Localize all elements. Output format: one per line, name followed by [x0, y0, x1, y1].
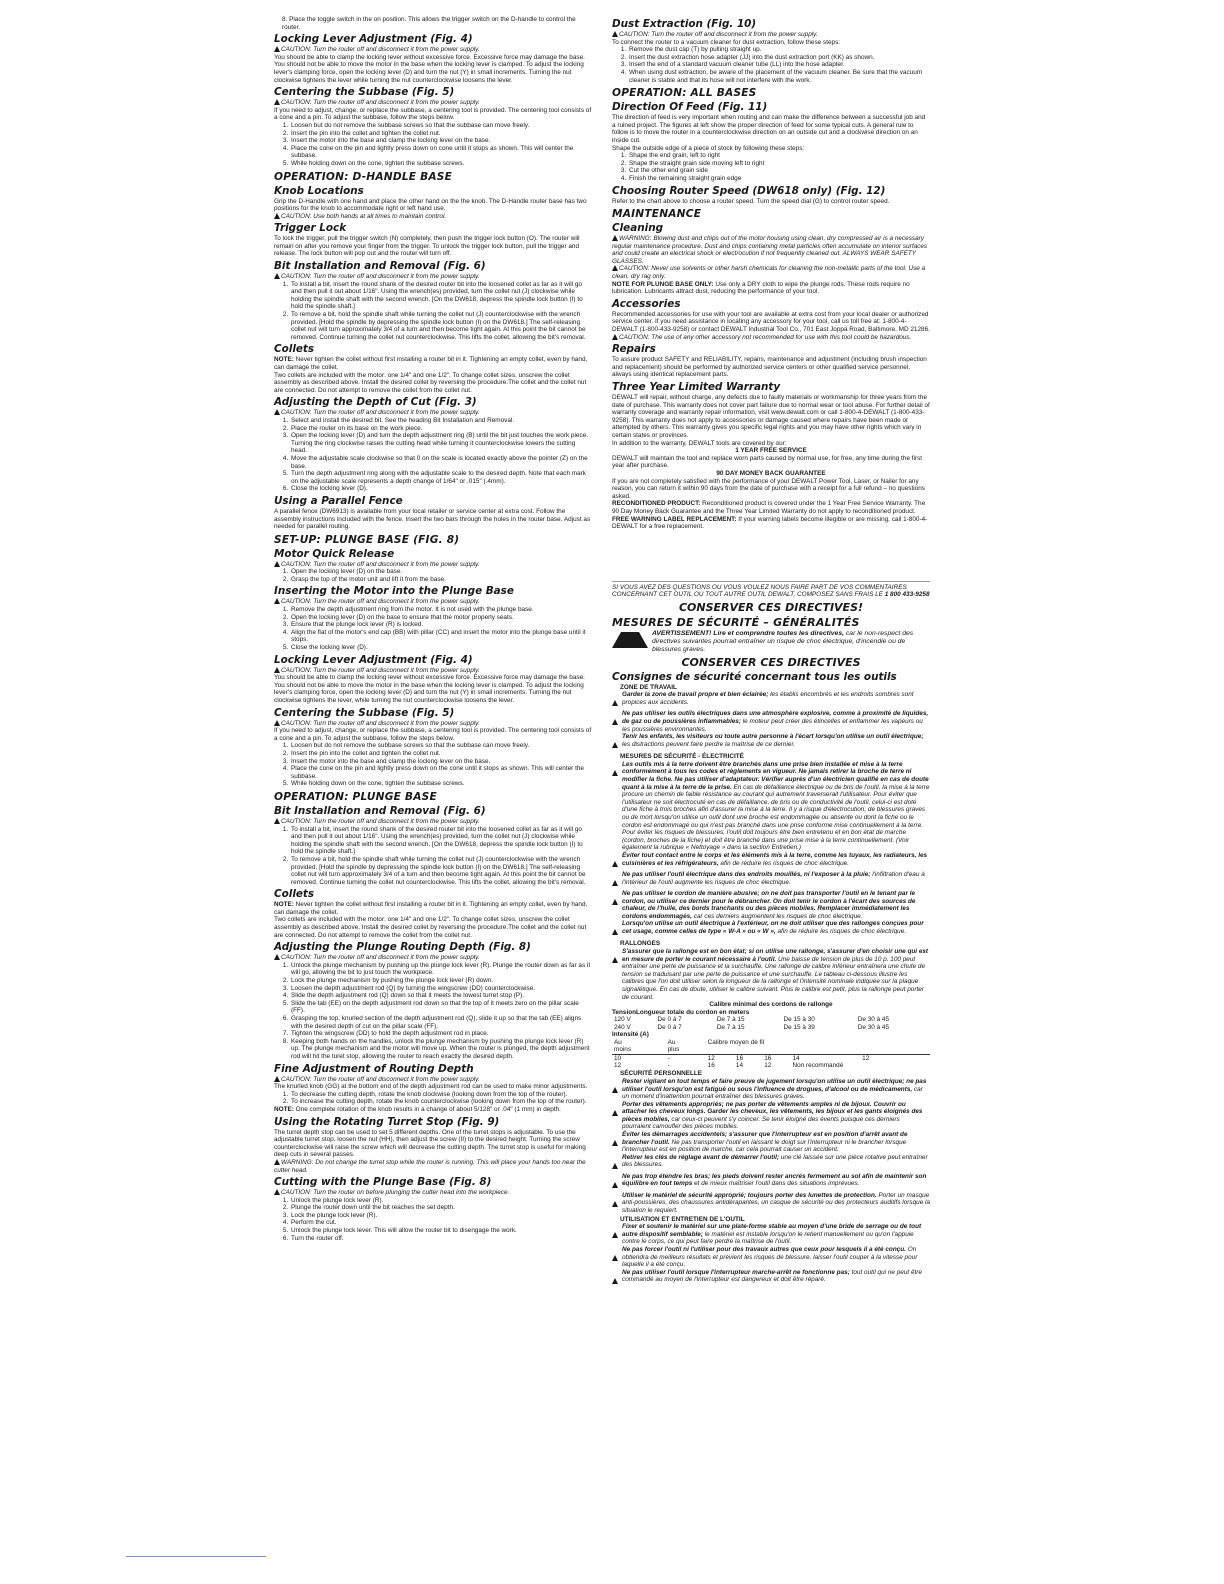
- warning-icon: [612, 929, 618, 935]
- warning-icon: [612, 719, 618, 725]
- section-french: [612, 584, 930, 1288]
- heading: Repairs: [612, 343, 656, 356]
- list-item: 2. To increase the cutting depth, rotate the knob counterclockwise (looking down from the top of the router).: [290, 1098, 592, 1106]
- subheading-rallonges: RALLONGES: [620, 940, 661, 948]
- section-centering-subbase-2: [274, 707, 592, 788]
- paragraph: You should not be able to move the motor in the base when the locking lever is clamped. To adjust the locking lever's clamping force, open the locking lever (D) and turn the nut (Y) in small increments. Turning the nut clockwise tightens the lever, while turning the nut counterclockwise loosens the lever.: [274, 681, 584, 704]
- warning-icon: [612, 1110, 618, 1116]
- subheading-zone: ZONE DE TRAVAIL: [620, 683, 677, 691]
- heading-operation-d-handle: OPERATION: D-HANDLE BASE: [274, 170, 453, 183]
- paragraph: Refer to the chart above to choose a router speed. Turn the speed dial (G) to control router speed.: [612, 197, 890, 205]
- paragraph: Shape the outside edge of a piece of stock by following these steps:: [612, 144, 805, 152]
- caution-text: CAUTION: Turn the router off and disconnect it from the power supply.: [281, 954, 480, 962]
- heading: Cleaning: [612, 222, 664, 235]
- list-item: Ne pas utiliser l'outil électrique dans des endroits mouillés, ni l'exposer à la pluie; l'infiltration d'eau à l'intérieur de l'outil augmente les risques de choc électrique.: [612, 871, 930, 890]
- heading: Centering the Subbase (Fig. 5): [274, 706, 455, 719]
- steps-list: [274, 962, 592, 1061]
- section-locking-lever-2: [274, 654, 592, 705]
- warning-icon: [612, 334, 618, 340]
- heading: Cutting with the Plunge Base (Fig. 8): [274, 1176, 492, 1189]
- warning-icon: [612, 1163, 618, 1169]
- list-item: 3. Loosen the depth adjustment rod (Q) by turning the wingscrew (DD) counterclockwise.: [290, 985, 592, 993]
- table-row: 120 V De 0 à 7 De 7 à 15 De 15 à 30 De 30 à 45: [614, 1016, 890, 1024]
- note-label: NOTE:: [274, 1105, 294, 1113]
- section-router-speed: [612, 185, 930, 206]
- caution-text: CAUTION: Turn the router on before plunging the cutter head into the workpiece.: [281, 1189, 510, 1197]
- warning-icon: [274, 1159, 280, 1165]
- list-item: 6. Grasping the top, knurled section of the depth adjustment rod (Q), slide it up so that the tab (EE) aligns with the desired depth of cut on the pillar scale (FF).: [290, 1015, 592, 1030]
- list-item: Ne pas forcer l'outil ni l'utiliser pour des travaux autres que ceux pour lesquels il a été conçu. On obtiendra de meilleurs résultats et prévient les risques de blessure, laisser l'outil couper à la vitesse pour laquelle il a été conçu.: [612, 1246, 930, 1269]
- note-text: Never tighten the collet without first installing a router bit in it. Tightening an empty collet, even by hand, can damage the collet.: [274, 901, 588, 916]
- list-item: 3. Insert the motor into the base and clamp the locking lever on the base.: [290, 758, 592, 766]
- warning-icon: [612, 632, 648, 648]
- steps-list: [612, 46, 930, 84]
- section-depth-of-cut: [274, 396, 592, 493]
- list-item: Utiliser le matériel de sécurité approprié; toujours porter des lunettes de protection. Porter un masque anti-poussières, des chaussures antidérapantes, un casque de sécurité ou des protecteurs auditifs lorsque la situation le requiert.: [612, 1192, 930, 1215]
- section-cleaning: [612, 222, 930, 296]
- list-item: 2. Insert the pin into the collet and tighten the collet nut.: [290, 750, 592, 758]
- gauge-table: [612, 1016, 930, 1031]
- intro-text: SI VOUS AVEZ DES QUESTIONS OU VOUS VOULEZ NOUS FAIRE PART DE VOS COMMENTAIRES CONCERNANT CET OUTIL OU TOUT AUTRE OUTIL DEWALT, COMPOSEZ SANS FRAIS LE: [612, 583, 907, 599]
- warning-icon: [274, 667, 280, 673]
- list-item: 5. While holding down on the cone, tighten the subbase screws.: [290, 780, 592, 788]
- list-item: 3. Ensure that the plunge lock lever (R) is locked.: [290, 621, 592, 629]
- paragraph: If you need to adjust, change, or replace the subbase, a centering tool is provided. The centering tool consists of a cone and a pin. To adjust the subbase, follow the steps below.: [274, 106, 592, 122]
- section-warranty: [612, 381, 930, 531]
- heading: Collets: [274, 343, 315, 356]
- table-title: Calibre minimal des cordons de rallonge: [709, 1001, 833, 1009]
- list-item: 1. To install a bit, insert the round shank of the desired router bit into the loosened collet as far as it will go and then pull it out about 1/16". Using the wrench(es) provided, turn the collet nut (J) clockwise while holding the spindle shaft with the second wrench. [On the DW618, depress the spindle lock button (I) to hold the spindle shaft.]: [290, 281, 592, 311]
- section-collets-1: [274, 343, 592, 394]
- table-row: Au Au Calibre moyen de fil: [614, 1038, 765, 1046]
- steps-list: [274, 826, 592, 887]
- text: If your warning labels become illegible or are missing, call 1-800-4-DEWALT for a free replacement.: [612, 515, 928, 531]
- list-item: 1. Remove the dust cap (T) by pulling straight up.: [628, 46, 930, 54]
- paragraph: You should not be able to move the motor in the base when the locking lever is clamped. To adjust the locking lever's clamping force, open the locking lever (D) and turn the nut (Y) in small increments. Turning the nut clockwise tightens the lever while turning the nut counterclockwise loosens the lever.: [274, 61, 584, 84]
- list-item: 3. Cut the other end grain side: [628, 167, 930, 175]
- heading: Adjusting the Plunge Routing Depth (Fig. 8): [274, 941, 531, 954]
- paragraph: DEWALT will maintain the tool and replace worn parts caused by normal use, for free, any time during the first year after purchase.: [612, 454, 922, 470]
- list-item: Éviter les démarrages accidentels; s'assurer que l'interrupteur est en position d'arrêt avant de brancher l'outil. Ne pas transporter l'outil en laissant le doigt sur l'interrupteur ni le brancher lorsque l'interrupteur est en position de marche, car cela pourrait causer un accident.: [612, 1131, 930, 1154]
- label: RECONDITIONED PRODUCT:: [612, 500, 701, 508]
- list-item: 2. Insert the pin into the collet and tighten the collet nut.: [290, 130, 592, 138]
- section-knob-locations: [274, 185, 592, 221]
- note-text: Never tighten the collet without first installing a router bit in it. Tightening an empty collet, even by hand, can damage the collet.: [274, 356, 588, 371]
- paragraph: Two collets are included with the motor: one 1/4" and one 1/2". To change collet sizes, unscrew the collet assembly as described above. Install the desired collet by reversing the procedure.The collet and the collet nut are connected. Do not attempt to remove the collet from the collet nut.: [274, 371, 587, 394]
- list-item: Rester vigilant en tout temps et faire preuve de jugement lorsqu'on utilise un outil électrique; ne pas utiliser l'outil lorsqu'on est fatigué ou sous l'influence de drogues, d'alcool ou de médicaments, car un moment d'inattention pourrait entraîner des blessures graves.: [612, 1078, 930, 1101]
- list-item: 7. Tighten the wingscrew (DD) to hold the depth adjustment rod in place.: [290, 1030, 592, 1038]
- list-item: 2. Open the locking lever (D) on the base to ensure that the motor properly seats.: [290, 614, 592, 622]
- gauge-table-2: [612, 1039, 930, 1070]
- warning-icon: [612, 1232, 618, 1238]
- list-item: Éviter tout contact entre le corps et les éléments mis à la terre, comme les tuyaux, les radiateurs, les cuisinières et les réfrigérateurs, afin de réduire les risques de choc électrique.: [612, 852, 930, 871]
- warning-icon: [274, 720, 280, 726]
- paragraph: Recommended accessories for use with your tool are available at extra cost from your local dealer or authorized service center. If you need assistance in locating any accessory for your tool, call us toll free at: 1-800-4-DEWALT (1-800-433-9258) or contact DEWALT Industrial Tool Co., 701 East Joppa Road, Baltimore, MD 21286.: [612, 310, 930, 334]
- list-item: 4. Place the cone on the pin and lightly press down on cone until it stops as shown. This will center the subbase.: [290, 145, 592, 160]
- warning-icon: [274, 1076, 280, 1082]
- footer-rule: [126, 1556, 266, 1557]
- steps-list: [274, 1197, 592, 1243]
- steps-list: [274, 606, 592, 652]
- section-turret-stop: [274, 1116, 592, 1175]
- heading: Dust Extraction (Fig. 10): [612, 18, 757, 30]
- caution-text: CAUTION: Turn the router off and disconnect it from the power supply.: [281, 99, 480, 107]
- list-item: 4. Perform the cut.: [290, 1219, 592, 1227]
- warning-icon: [274, 46, 280, 52]
- subheading-utilisation: UTILISATION ET ENTRETIEN DE L'OUTIL: [620, 1215, 745, 1223]
- list-item: 2. Insert the dust extraction hose adapter (JJ) into the dust extraction port (KK) as shown.: [628, 54, 930, 62]
- heading: Adjusting the Depth of Cut (Fig. 3): [274, 396, 477, 409]
- section-bit-installation-2: [274, 805, 592, 886]
- list-item: 4. Move the adjustable scale clockwise so that 0 on the scale is located exactly above the pointer (Z) on the base.: [290, 455, 592, 470]
- list-item: 2. Grasp the top of the motor unit and lift it from the base.: [290, 576, 592, 584]
- list-item: 2. Shape the straight grain side moving left to right: [628, 160, 930, 168]
- section-cutting-plunge: [274, 1176, 592, 1242]
- divider: [612, 581, 930, 582]
- heading: Locking Lever Adjustment (Fig. 4): [274, 33, 473, 46]
- warning-text: WARNING: Blowing dust and chips out of the motor housing using clean, dry compressed air is a necessary regular maintenance procedure. Dust and chips containing metal particles often accumulate on interior surfaces and could create an electrical shock or electrocution if not frequently cleaned out. ALWAYS WEAR SAFETY GLASSES.: [612, 235, 928, 265]
- list-item: 1. Unlock the plunge lock lever (R).: [290, 1197, 592, 1205]
- paragraph: Two collets are included with the motor: one 1/4" and one 1/2". To change collet sizes, unscrew the collet assembly as described above. Install the desired collet by reversing the procedure.The collet and the collet nut are connected. Do not attempt to remove the collet from the collet nut.: [274, 916, 587, 939]
- right-column: [612, 16, 930, 1288]
- list-item: Tenir les enfants, les visiteurs ou toute autre personne à l'écart lorsqu'on utilise un outil électrique; les distractions peuvent faire perdre la maîtrise de ce dernier.: [612, 733, 930, 752]
- warning-icon: [612, 700, 618, 706]
- heading: Direction Of Feed (Fig. 11): [612, 101, 768, 114]
- list-item: 6. Turn the router off.: [290, 1235, 592, 1243]
- spacer: [612, 531, 930, 579]
- section-parallel-fence: [274, 495, 592, 531]
- list-item: 4. Finish the remaining straight grain edge: [628, 175, 930, 183]
- list-item: Porter des vêtements appropriés; ne pas porter de vêtements amples ni de bijoux. Couvrir ou attacher les cheveux longs. Garder les cheveux, les vêtements, les bijoux et les gants éloignés des pièces mobiles, car ceux-ci peuvent s'y coincer. Se tenir éloigné des évents puisque ces derniers pourraient camoufler des pièces mobiles.: [612, 1101, 930, 1131]
- subheading: 1 YEAR FREE SERVICE: [735, 447, 807, 455]
- paragraph: The direction of feed is very important when routing and can make the difference between a successful job and a ruined project. The figures at left show the proper direction of feed for some typical cuts. A general rule to follow is to move the router in a counterclockwise direction on an outside cut and a clockwise direction on an inside cut.: [612, 114, 926, 144]
- warning-icon: [612, 1182, 618, 1188]
- list-item: 5. Unlock the plunge lock lever. This will allow the router bit to disengage the work.: [290, 1227, 592, 1235]
- list-item: 1. Remove the depth adjustment ring from the motor. It is not used with the plunge base.: [290, 606, 592, 614]
- heading: Using a Parallel Fence: [274, 494, 403, 507]
- list-item: 2. Lock the plunge mechanism by pushing the plunge lock lever (R) down.: [290, 977, 592, 985]
- list-item: Garder la zone de travail propre et bien éclairée; les établis encombrés et les endroits sombres sont propices aux accidents.: [612, 691, 930, 710]
- subheading-electricite: MESURES DE SÉCURITÉ - ÉLECTRICITÉ: [620, 753, 744, 761]
- list-item: Les outils mis à la terre doivent être branchés dans une prise bien installée et mise à la terre conformément à tous les codes et règlements en vigueur. Ne jamais retirer la broche de terre ni modifier la fiche. Ne pas utiliser d'adaptateur. Vérifier auprès d'un électricien qualifié en cas de doute quant à la mise à la terre de la prise. En cas de défaillance électrique ou de bris de l'outil, la mise à la terre procure un chemin de faible résistance au courant qui autrement traverserait l'utilisateur. Pour éviter que l'utilisateur ne soit électrocuté en cas de défaillance, de bris ou de conductivité de l'outil, celui-ci est doté d'une fiche à trois broches afin d'assurer la mise à la terre. Il y a risque d'électrocution, de blessures graves ou de mort lorsqu'on utilise un outil dont une broche est endommagée ou absente ou dont la fiche ou le cordon est endommagé ou qui n'est pas branché dans une prise conforme mise continuellement à la terre. Pour éviter les risques de blessures, l'outil doit toujours être bien entretenu et en bon état de marche (cordon, broches de la fiche) et doit être branché dans une prise mise à la terre continuellement. (Voir également la rubrique « Nettoyage » dans la section Entretien.): [612, 761, 930, 852]
- warning-icon: [274, 409, 280, 415]
- table-row: 12 - 16 14 12 Non recommandé: [614, 1061, 844, 1069]
- phone-number: 1 800 433-9258: [884, 591, 930, 599]
- list-item: 3. Insert the motor into the base and clamp the locking lever on the base.: [290, 137, 592, 145]
- caution-text: CAUTION: Turn the router off and disconnect it from the power supply.: [281, 409, 480, 417]
- steps-list: [612, 152, 930, 182]
- heading-mesures: MESURES DE SÉCURITÉ – GÉNÉRALITÉS: [612, 615, 860, 629]
- list-item: 4. When using dust extraction, be aware of the placement of the vacuum cleaner. Be sure that the vacuum cleaner is stable and that its hose will not interfere with the work.: [628, 69, 930, 84]
- warning-icon: [612, 1201, 618, 1207]
- section-collets-2: [274, 888, 592, 939]
- paragraph: A parallel fence (DW6913) is available from your local retailer or service center at extra cost. Follow the assembly instructions included with the fence. Insert the two bars through the holes in the router base. Adjust as needed for parallel routing.: [274, 507, 591, 531]
- paragraph: If you are not completely satisfied with the performance of your DEWALT Power Tool, Laser, or Nailer for any reason, you can return it within 90 days from the date of purchase with a receipt for a full refund – no questions asked.: [612, 477, 925, 500]
- list-item: 4. Place the cone on the pin and lightly press down on the cone until it stops as shown. This will center the subbase.: [290, 765, 592, 780]
- section-fine-adjustment: [274, 1063, 592, 1114]
- warning-icon: [274, 561, 280, 567]
- list-item: 2. Plunge the router down until the bit reaches the set depth.: [290, 1204, 592, 1212]
- heading-setup-plunge: SET-UP: PLUNGE BASE (FIG. 8): [274, 533, 460, 546]
- section-motor-quick-release: [274, 548, 592, 584]
- paragraph: DEWALT will repair, without charge, any defects due to faulty materials or workmanship for three years from the date of purchase. This warranty does not cover part failure due to normal wear or tool abuse. For further detail of warranty coverage and warranty repair information, visit www.dewalt.com or call 1-800-4-DEWALT (1-800-433-9258). This warranty does not apply to accessories or damage caused where repairs have been made or attempted by others. This warranty gives you specific legal rights and you may have other rights which vary in certain states or provinces.: [612, 394, 930, 439]
- list-item: 1. Loosen but do not remove the subbase screws so that the subbase can move freely.: [290, 122, 592, 130]
- heading: Centering the Subbase (Fig. 5): [274, 86, 455, 99]
- caution-text: CAUTION: Never use solvents or other harsh chemicals for cleaning the non-metallic parts of the tool. Use a clean, dry rag only.: [612, 265, 926, 281]
- heading: Three Year Limited Warranty: [612, 381, 781, 393]
- steps-list: [274, 1091, 592, 1106]
- caution-text: CAUTION: Turn the router off and disconnect it from the power supply.: [281, 560, 480, 568]
- step-8: 8. Place the toggle switch in the on position. This allows the trigger switch on the D-handle to control the router.: [282, 16, 576, 31]
- note-text: Use only a DRY cloth to wipe the plunge rods. These rods require no lubrication. Lubricants attract dust, reducing the performance of your tool.: [612, 280, 910, 296]
- section-inserting-motor: [274, 585, 592, 651]
- warning-icon: [612, 880, 618, 886]
- list-item: Retirer les clés de réglage avant de démarrer l'outil; une clé laissée sur une pièce rotative peut entraîner des blessures.: [612, 1154, 930, 1173]
- list-item: 1. Shape the end grain, left to right: [628, 152, 930, 160]
- warning-icon: [612, 742, 618, 748]
- caution-text: CAUTION: Turn the router off and disconnect it from the power supply.: [281, 598, 480, 606]
- list-item: 1. Open the locking lever (D) on the base.: [290, 568, 592, 576]
- warning-icon: [274, 1189, 280, 1195]
- warning-icon: [612, 1278, 618, 1284]
- heading-consignes: Consignes de sécurité concernant tous les outils: [612, 670, 897, 683]
- heading: Choosing Router Speed (DW618 only) (Fig. 12): [612, 184, 886, 197]
- paragraph: You should be able to clamp the locking lever without excessive force. Excessive force may damage the base.: [274, 674, 585, 682]
- warning-text: WARNING: Do not change the turret stop while the router is running. This will place your hands too near the cutter head.: [274, 1158, 586, 1174]
- warning-icon: [612, 770, 618, 776]
- paragraph: To assure product SAFETY and RELIABILITY, repairs, maintenance and adjustment (including brush inspection and replacement) should be performed by authorized service centers or other qualified service personnel, always using identical replacement parts.: [612, 356, 927, 379]
- list-item: 3. Open the locking lever (D) and turn the depth adjustment ring (B) until the bit just touches the work piece. Turning the ring clockwise raises the cutting head while turning it counterclockwise lowers the cutting head.: [290, 432, 592, 455]
- warning-icon: [612, 235, 618, 241]
- list-item: Ne pas trop étendre les bras; les pieds doivent rester ancrés fermement au sol afin de maintenir son équilibre en tout temps et de mieux maîtriser l'outil dans des situations imprévues.: [612, 1173, 930, 1192]
- avertissement-label: AVERTISSEMENT! Lire et comprendre toutes les directives,: [652, 629, 845, 637]
- heading: Fine Adjustment of Routing Depth: [274, 1062, 474, 1075]
- note-label: NOTE FOR PLUNGE BASE ONLY:: [612, 280, 714, 288]
- list-item: 3. Insert the end of a standard vacuum cleaner tube (LL) into the hose adapter.: [628, 61, 930, 69]
- heading: Locking Lever Adjustment (Fig. 4): [274, 653, 473, 666]
- list-item: 4. Slide the depth adjustment rod (Q) down so that it meets the lowest turret stop (P).: [290, 992, 592, 1000]
- heading-operation-plunge: OPERATION: PLUNGE BASE: [274, 790, 437, 803]
- warning-icon: [274, 818, 280, 824]
- list-item: 1. Unlock the plunge mechanism by pushing up the plunge lock lever (R). Plunge the router down as far as it will go, allowing the bit to just touch the workpiece.: [290, 962, 592, 977]
- warning-icon: [274, 954, 280, 960]
- list-item: Lorsqu'on utilise un outil électrique à l'extérieur, on ne doit utiliser que des rallonges conçues pour cet usage, comme celles de type « W-A » ou « W », afin de réduire les risques de choc électrique.: [612, 920, 930, 939]
- warning-icon: [274, 598, 280, 604]
- heading-maintenance: MAINTENANCE: [612, 208, 702, 221]
- list-item: 5. Close the locking lever (D).: [290, 644, 592, 652]
- list-item: Ne pas utiliser l'outil lorsque l'interrupteur marche-arrêt ne fonctionne pas; tout outil qui ne peut être commandé au moyen de l'interrupteur est dangereux et doit être réparé.: [612, 1269, 930, 1288]
- section-trigger-lock: [274, 222, 592, 258]
- table-row: 10 - 12 16 16 14 12: [614, 1054, 870, 1062]
- caution-text: CAUTION: Turn the router off and disconnect it from the power supply.: [281, 817, 480, 825]
- section-direction-of-feed: [612, 101, 930, 182]
- section-dust-extraction: [612, 18, 930, 84]
- paragraph: The turret depth stop can be used to set 5 different depths. One of the turret stops is adjustable. To use the adjustable turret stop, loosen the nut (HH), then adjust the screw (II) to the desired height. Turning the screw counterclockwise will raise the screw which will decrease the cutting depth. The turret stop is useful for making deep cuts in several passes.: [274, 1128, 586, 1159]
- heading: Collets: [274, 888, 315, 901]
- warning-icon: [612, 31, 618, 37]
- list-item: 1. Loosen but do not remove the subbase screws so that the subbase can move freely.: [290, 742, 592, 750]
- section-accessories: [612, 298, 930, 341]
- paragraph: In addition to the warranty, DEWALT tools are covered by our:: [612, 439, 787, 447]
- warning-icon: [612, 957, 618, 963]
- list-item: Ne pas utiliser les outils électriques dans une atmosphère explosive, comme à proximité de liquides, de gaz ou de poussières inflammables; le moteur peut créer des étincelles et enflammer les vapeurs ou les poussières environnantes.: [612, 710, 930, 733]
- list-item: 2. To remove a bit, hold the spindle shaft while turning the collet nut (J) counterclockwise with the wrench provided. [Hold the spindle by depressing the spindle lock button (I) on the DW618.] The self-releasing collet nut will turn approximately 3/4 of a turn and then become tight again. At this point the bit cannot be removed. Continue turning the collet nut counterclockwise. This lifts the collet, allowing the bit's removal.: [290, 311, 592, 341]
- caution-text: CAUTION: Use both hands at all times to maintain control.: [281, 212, 447, 220]
- section-plunge-depth: [274, 941, 592, 1060]
- list-item: Ne pas utiliser le cordon de manière abusive; on ne doit pas transporter l'outil en le tenant par le cordon, ou utiliser ce dernier pour le débrancher. On doit tenir le cordon à l'écart des sources de chaleur, de l'huile, des bords tranchants ou des pièces mobiles. Remplacer immédiatement les cordons endommagés, car ces derniers augmentent les risques de choc électrique.: [612, 890, 930, 920]
- avertissement-text: car le non-respect des directives suivantes pourrait entraîner un risque de choc électrique, d'incendie ou de blessures graves.: [652, 629, 914, 653]
- list-item: 5. Turn the depth adjustment ring along with the adjustable scale to the desired depth. Note that each mark on the adjustable scale represents a depth change of 1/64" or .015" (.4mm).: [290, 470, 592, 485]
- warning-icon: [274, 99, 280, 105]
- heading: Trigger Lock: [274, 222, 347, 235]
- steps-list: [274, 281, 592, 342]
- left-column: [274, 16, 592, 1242]
- warning-icon: [274, 273, 280, 279]
- list-item: 6. Close the locking lever (D).: [290, 485, 592, 493]
- list-item: 1. To decrease the cutting depth, rotate the knob clockwise (looking down from the top of the router).: [290, 1091, 592, 1099]
- subheading: 90 DAY MONEY BACK GUARANTEE: [716, 469, 826, 477]
- section-repairs: [612, 343, 930, 379]
- section-bit-installation-1: [274, 260, 592, 341]
- list-item: 1. Select and install the desired bit. See the heading Bit Installation and Removal.: [290, 417, 592, 425]
- warning-icon: [612, 1140, 618, 1146]
- heading: Knob Locations: [274, 184, 364, 197]
- heading: Bit Installation and Removal (Fig. 6): [274, 260, 486, 273]
- paragraph: To connect the router to a vacuum cleaner for dust extraction, follow these steps:: [612, 38, 841, 46]
- heading: Using the Rotating Turret Stop (Fig. 9): [274, 1115, 500, 1128]
- warning-icon: [612, 1087, 618, 1093]
- list-item: 5. Slide the tab (EE) on the depth adjustment rod down so that the top of it meets zero on the pillar scale (FF).: [290, 1000, 592, 1015]
- paragraph: If you need to adjust, change, or replace the subbase, a centering tool is provided. The centering tool consists of a cone and a pin. To adjust the subbase, follow the steps below.: [274, 727, 592, 742]
- section-centering-subbase-1: [274, 86, 592, 167]
- paragraph: To lock the trigger, pull the trigger switch (N) completely, then push the trigger lock button (O). The router will remain on after you remove your finger from the trigger. To unlock the trigger lock button, pull the trigger and release. The lock button will pop out and the router will turn off.: [274, 235, 580, 258]
- steps-list: [274, 417, 592, 493]
- caution-text: CAUTION: Turn the router off and disconnect it from the power supply.: [281, 1075, 480, 1083]
- table-row: 240 V De 0 à 7 De 7 à 15 De 15 à 39 De 30 à 45: [614, 1023, 890, 1031]
- table-head: TensionLongueur totale du cordon en meters: [612, 1008, 750, 1016]
- text: Reconditioned product is covered under the 1 Year Free Service Warranty. The 90 Day Money Back Guarantee and the Three Year Limited Warranty do not apply to reconditioned product.: [612, 500, 926, 515]
- subheading-personnelle: SÉCURITÉ PERSONNELLE: [620, 1070, 703, 1078]
- table-intensite: Intensité (A): [612, 1031, 649, 1039]
- heading-conserver: CONSERVER CES DIRECTIVES!: [678, 600, 864, 614]
- list-item: 8. Keeping both hands on the handles, unlock the plunge mechanism by pushing the plunge lock lever (R) up. The plunge mechanism and the motor will move up. When the router is plunged, the depth adjustment rod will hit the turet stop, allowing the router to reach exactly the desired depth.: [290, 1038, 592, 1061]
- heading: Accessories: [612, 297, 681, 310]
- heading: Bit Installation and Removal (Fig. 6): [274, 804, 486, 817]
- table-row: moins plus: [612, 1046, 930, 1054]
- steps-list: [274, 122, 592, 168]
- warning-icon: [612, 265, 618, 271]
- caution-text: CAUTION: Turn the router off and disconnect it from the power supply.: [281, 46, 480, 54]
- heading-conserver-2: CONSERVER CES DIRECTIVES: [681, 655, 861, 669]
- caution-text: CAUTION: Turn the router off and disconnect it from the power supply.: [281, 719, 480, 727]
- caution-text: CAUTION: Turn the router off and disconnect it from the power supply.: [619, 31, 818, 38]
- steps-list: [274, 568, 592, 583]
- paragraph: Grip the D-Handle with one hand and place the other hand on the the knob. The D-Handle router base has two positions for the knob to accommodate right or left hand use.: [274, 197, 587, 213]
- heading-operation-all-bases: OPERATION: ALL BASES: [612, 87, 757, 100]
- section-locking-lever-1: [274, 33, 592, 84]
- caution-text: CAUTION: Turn the router off and disconnect it from the power supply.: [281, 666, 480, 674]
- list-item: S'assurer que la rallonge est en bon état; si on utilise une rallonge, s'assurer d'en choisir une qui est en mesure de porter le courant nécessaire à l'outil. Une baisse de tension de plus de 10 p. 100 peut entraîner une perte de puissance et la surchauffe. Une rallonge de calibre inférieur entraînera une chute de tension se traduisant par une perte de puissance et une surchauffe. Le tableau ci-dessous illustre les calibres que l'on doit utiliser selon la longueur de la rallonge et l'intensité nominale indiquée sur la plaque signalétique. En cas de doute, utiliser le calibre suivant. Plus le calibre est petit, plus la rallonge peut porter de courant.: [612, 948, 930, 1001]
- heading: Inserting the Motor into the Plunge Base: [274, 585, 514, 598]
- warning-icon: [274, 213, 280, 219]
- list-item: 2. Place the router on its base on the work piece.: [290, 425, 592, 433]
- steps-list: [274, 742, 592, 788]
- list-item: Fixer et soutenir le matériel sur une plate-forme stable au moyen d'une bride de serrage ou de tout autre dispositif semblable; le matériel est instable lorsqu'on le retient manuellement ou qu'on l'appuie contre le corps, ce qui peut faire perdre la maîtrise de l'outil.: [612, 1223, 930, 1246]
- caution-text: CAUTION: Turn the router off and disconnect it from the power supply.: [281, 273, 480, 281]
- list-item: 1. To install a bit, insert the round shank of the desired router bit into the loosened collet as far as it will go and then pull it out about 1/16". Using the wrench(es) provided, turn the collet nut (J) clockwise while holding the spindle shaft with the second wrench. [On the DW618, depress the spindle lock button (I) to hold the spindle shaft.]: [290, 826, 592, 856]
- list-item: 4. Align the flat of the motor's end cap (BB) with pillar (CC) and insert the motor into the plunge base until it stops.: [290, 629, 592, 644]
- note-label: NOTE:: [274, 901, 294, 909]
- paragraph: The knurled knob (GG) at the bottom end of the depth adjustment rod can be used to make minor adjustments.: [274, 1083, 588, 1091]
- paragraph: You should be able to clamp the locking lever without excessive force. Excessive force may damage the base.: [274, 53, 585, 61]
- warning-icon: [612, 861, 618, 867]
- list-item: 2. To remove a bit, hold the spindle shaft while turning the collet nut (J) counterclockwise with the wrench provided. [Hold the spindle by depressing the spindle lock button (I) on the DW618.] The self-releasing collet nut will turn approximately 3/4 of a turn and then become tight again. At this point the bit cannot be removed. Continue turning the collet nut counterclockwise. This lifts the collet, allowing the bit's removal.: [290, 856, 592, 886]
- note-label: NOTE:: [274, 356, 294, 364]
- caution-text: CAUTION: The use of any other accessory not recommended for use with this tool could be hazardous.: [619, 333, 912, 341]
- heading: Motor Quick Release: [274, 547, 395, 560]
- note-text: One complete rotation of the knob results in a change of about 5/128" or .04" (1 mm) in depth.: [293, 1105, 561, 1113]
- list-item: 5. While holding down on the cone, tighten the subbase screws.: [290, 160, 592, 168]
- label: FREE WARNING LABEL REPLACEMENT:: [612, 515, 737, 523]
- list-item: 3. Lock the plunge lock lever (R).: [290, 1212, 592, 1220]
- warning-icon: [612, 899, 618, 905]
- warning-icon: [612, 1255, 618, 1261]
